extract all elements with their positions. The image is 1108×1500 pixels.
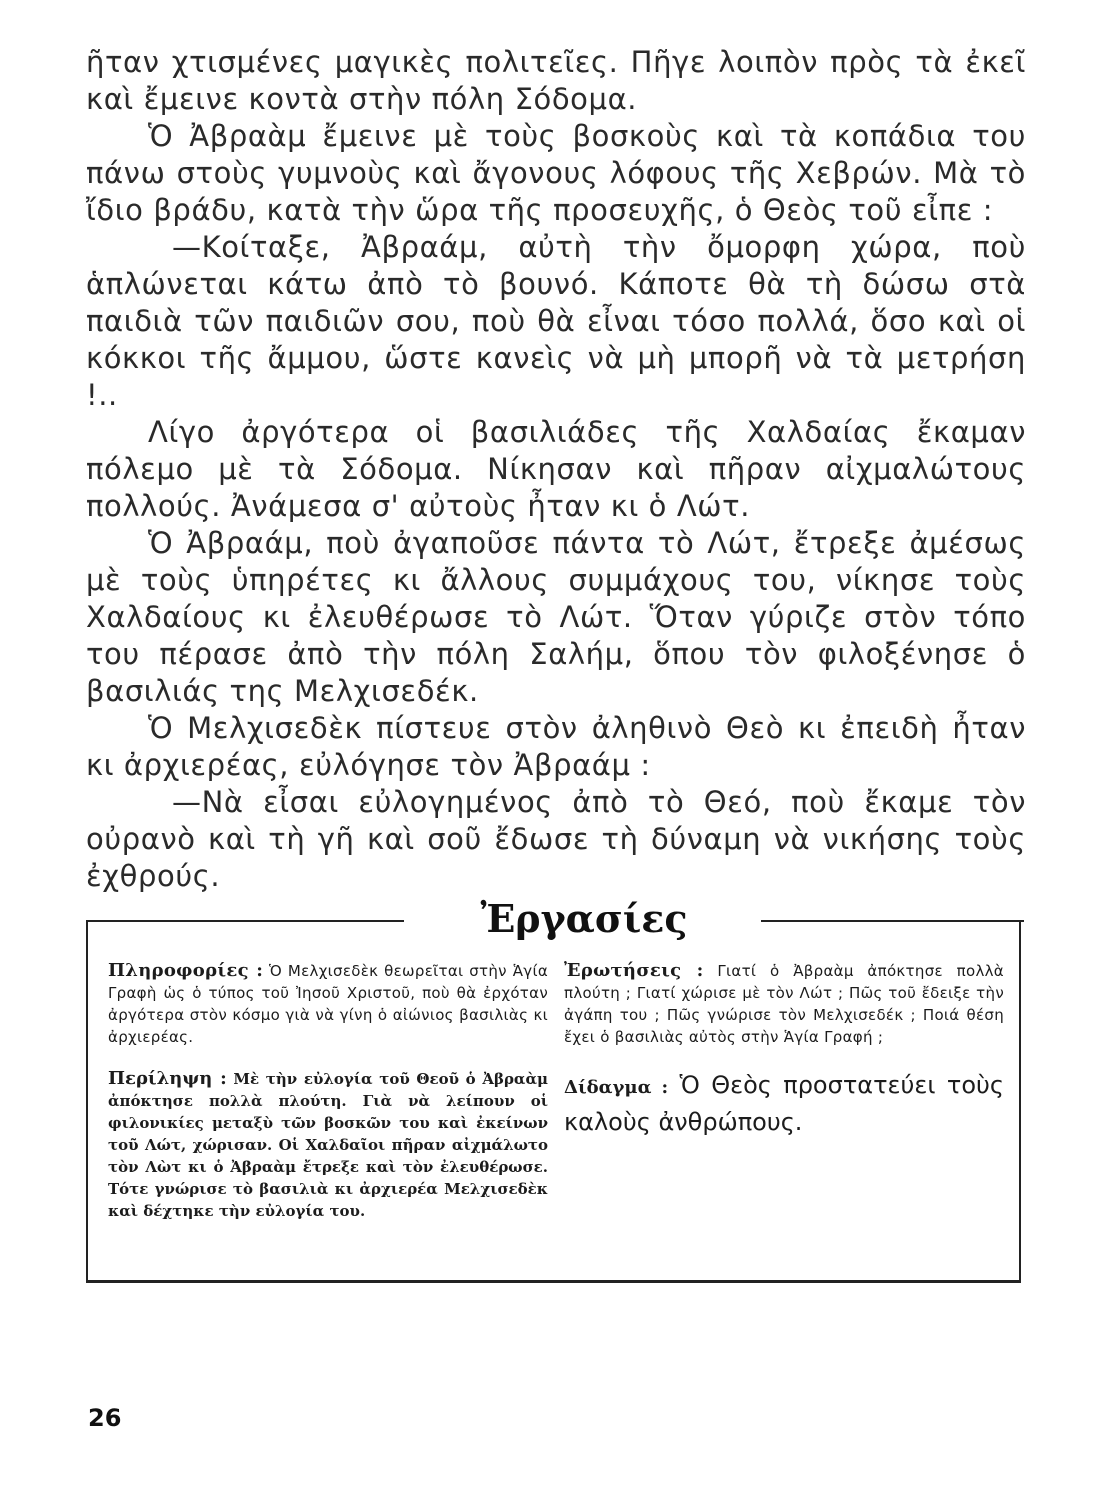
section-heading: Ἐργασίες [480,896,688,941]
summary-block [108,1068,548,1222]
info-label: Πληροφορίες : [108,960,264,981]
exercises-box [86,922,1021,1283]
questions-label: Ἐρωτήσεις : [564,960,704,981]
story-paragraph-3: —Κοίταξε, Ἀβραάμ, αὐτὴ τὴν ὄμορφη χώρα, ποὺ ἁπλώνεται κάτω ἀπὸ τὸ βουνό. Κάποτε θὰ τὴ δώσω στὰ παιδιὰ τῶν παιδιῶν σου, ποὺ θὰ εἶναι τόσο πολλά, ὅσο καὶ οἱ κόκκοι τῆς ἄμμου, ὥστε κανεὶς νὰ μὴ μπορῆ νὰ τὰ μετρήση !.. [86,230,1026,412]
story-paragraph-6: Ὁ Μελχισεδὲκ πίστευε στὸν ἀληθινὸ Θεὸ κι ἐπειδὴ ἦταν κι ἀρχιερέας, εὐλόγησε τὸν Ἀβραάμ : [86,711,1026,782]
questions-text: Γιατί ὁ Ἀβραὰμ ἀπόκτησε πολλὰ πλούτη ; Γιατί χώρισε μὲ τὸν Λώτ ; Πῶς τοῦ ἔδειξε τὴν ἀγάπη του ; Πῶς γνώρισε τὸν Μελχισεδέκ ; Ποιά θέση ἔχει ὁ βασιλιὰς αὐτὸς στὴν Ἁγία Γραφή ; [564,962,1004,1046]
info-block [108,960,548,1048]
info-text: Ὁ Μελχισεδὲκ θεωρεῖται στὴν Ἁγία Γραφὴ ὡς ὁ τύπος τοῦ Ἰησοῦ Χριστοῦ, ποὺ θὰ ἐρχόταν ἀργότερα στὸν κόσμο γιὰ νὰ γίνη ὁ αἰώνιος βασιλιὰς κι ἀρχιερέας. [108,962,549,1046]
story-text [86,44,1026,895]
story-paragraph-4: Λίγο ἀργότερα οἱ βασιλιάδες τῆς Χαλδαίας ἔκαμαν πόλεμο μὲ τὰ Σόδομα. Νίκησαν καὶ πῆραν αἰχμαλώτους πολλούς. Ἀνάμεσα σ' αὐτοὺς ἦταν κι ὁ Λώτ. [86,415,1026,523]
questions-block [564,960,1004,1048]
lesson-text: Ὁ Θεὸς προστατεύει τοὺς καλοὺς ἀνθρώπους. [564,1071,1004,1136]
page-number: 26 [88,1404,122,1432]
story-paragraph-7: —Νὰ εἶσαι εὐλογημένος ἀπὸ τὸ Θεό, ποὺ ἔκαμε τὸν οὐρανὸ καὶ τὴ γῆ καὶ σοῦ ἔδωσε τὴ δύναμη νὰ νικήσης τοὺς ἐχθρούς. [86,785,1026,893]
lesson-label: Δίδαγμα : [564,1077,669,1098]
exercises-left-column [108,960,548,1242]
lesson-block [564,1068,1004,1139]
summary-text: Μὲ τὴν εὐλογία τοῦ Θεοῦ ὁ Ἀβραὰμ ἀπόκτησε πολλὰ πλούτη. Γιὰ νὰ λείπουν οἱ φιλονικίες μεταξὺ τῶν βοσκῶν του καὶ ἐκείνων τοῦ Λώτ, χώρισαν. Οἱ Χαλδαῖοι πῆραν αἰχμάλωτο τὸν Λὼτ κι ὁ Ἀβραὰμ ἔτρεξε καὶ τὸν ἐλευθέρωσε. Τότε γνώρισε τὸ βασιλιὰ κι ἀρχιερέα Μελχισεδὲκ καὶ δέχτηκε τὴν εὐλογία του. [108,1070,548,1220]
story-paragraph-1: ῆταν χτισμένες μαγικὲς πολιτεῖες. Πῆγε λοιπὸν πρὸς τὰ ἐκεῖ καὶ ἔμεινε κοντὰ στὴν πόλη Σόδομα. [86,45,1026,116]
story-paragraph-5: Ὁ Ἀβραάμ, ποὺ ἀγαποῦσε πάντα τὸ Λώτ, ἔτρεξε ἀμέσως μὲ τοὺς ὑπηρέτες κι ἄλλους συμμάχους του, νίκησε τοὺς Χαλδαίους κι ἐλευθέρωσε τὸ Λώτ. Ὅταν γύριζε στὸν τόπο του πέρασε ἀπὸ τὴν πόλη Σαλήμ, ὅπου τὸν φιλοξένησε ὁ βασιλιάς της Μελχισεδέκ. [86,526,1026,708]
summary-label: Περίληψη : [108,1068,227,1089]
story-paragraph-2: Ὁ Ἀβραὰμ ἔμεινε μὲ τοὺς βοσκοὺς καὶ τὰ κοπάδια του πάνω στοὺς γυμνοὺς καὶ ἄγονους λόφους τῆς Χεβρών. Μὰ τὸ ἴδιο βράδυ, κατὰ τὴν ὥρα τῆς προσευχῆς, ὁ Θεὸς τοῦ εἶπε : [86,119,1026,227]
exercises-right-column [564,960,1004,1159]
